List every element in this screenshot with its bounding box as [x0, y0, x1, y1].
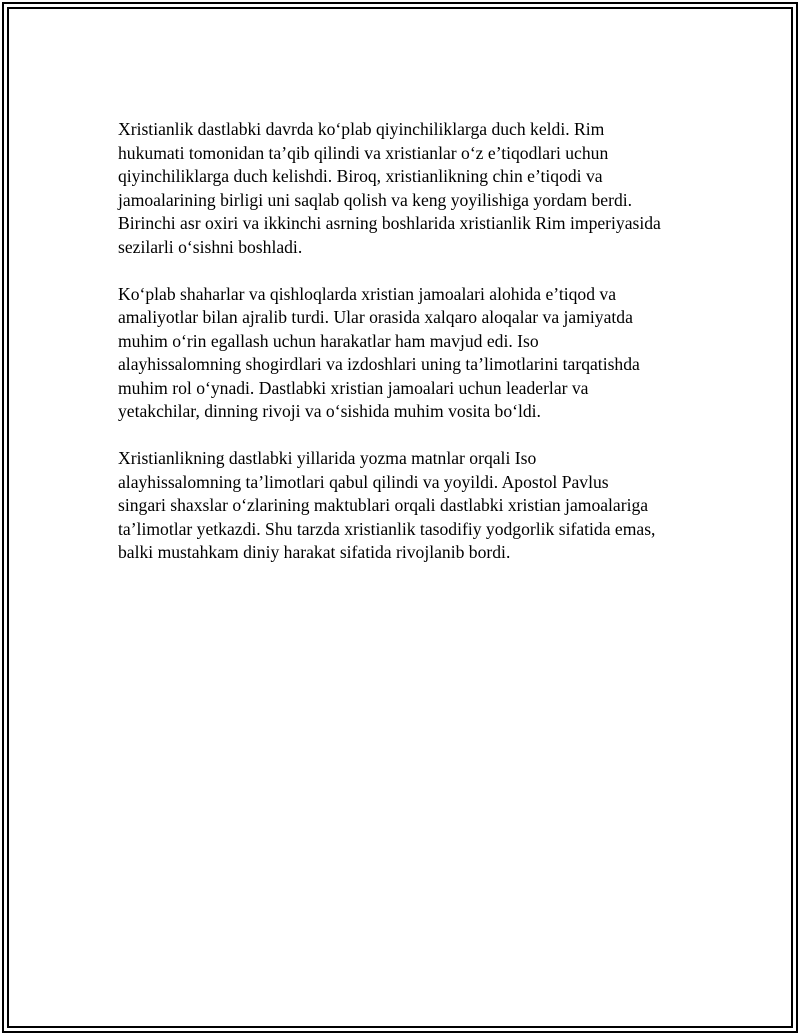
text-line: amaliyotlar bilan ajralib turdi. Ular orasida xalqaro aloqalar va jamiyatda	[118, 307, 633, 327]
text-line: Ko‘plab shaharlar va qishloqlarda xristian jamoalari alohida e’tiqod va	[118, 283, 617, 304]
text-line: Xristianlik dastlabki davrda ko‘plab qiyinchiliklarga duch keldi. Rim	[118, 119, 605, 139]
paragraph-3	[118, 447, 690, 565]
paragraph-2	[118, 283, 690, 424]
text-line: Birinchi asr oxiri va ikkinchi asrning boshlarida xristianlik Rim imperiyasida	[118, 213, 661, 233]
text-line: balki mustahkam diniy harakat sifatida rivojlanib bordi.	[118, 542, 511, 562]
text-line: singari shaxslar o‘zlarining maktublari orqali dastlabki xristian jamoalariga	[118, 495, 649, 515]
document-body	[118, 118, 690, 588]
text-line: muhim o‘rin egallash uchun harakatlar ham mavjud edi. Iso	[118, 330, 539, 351]
text-line: alayhissalomning ta’limotlari qabul qilindi va yoyildi. Apostol Pavlus	[118, 471, 609, 492]
text-line: jamoalarining birligi uni saqlab qolish va keng yoyilishiga yordam berdi.	[118, 189, 633, 210]
text-line: hukumati tomonidan ta’qib qilindi va xristianlar o‘z e’tiqodlari uchun	[118, 142, 609, 163]
text-line: muhim rol o‘ynadi. Dastlabki xristian jamoalari uchun leaderlar va	[118, 377, 589, 398]
text-line: yetakchilar, dinning rivoji va o‘sishida muhim vosita bo‘ldi.	[118, 401, 541, 421]
paragraph-1	[118, 118, 690, 259]
text-line: sezilarli o‘sishni boshladi.	[118, 236, 303, 257]
text-line: alayhissalomning shogirdlari va izdoshlari uning ta’limotlarini tarqatishda	[118, 354, 640, 374]
text-line: ta’limotlar yetkazdi. Shu tarzda xristianlik tasodifiy yodgorlik sifatida emas,	[118, 518, 656, 539]
text-line: Xristianlikning dastlabki yillarida yozma matnlar orqali Iso	[118, 448, 537, 468]
text-line: qiyinchiliklarga duch kelishdi. Biroq, xristianlikning chin e’tiqodi va	[118, 166, 603, 186]
